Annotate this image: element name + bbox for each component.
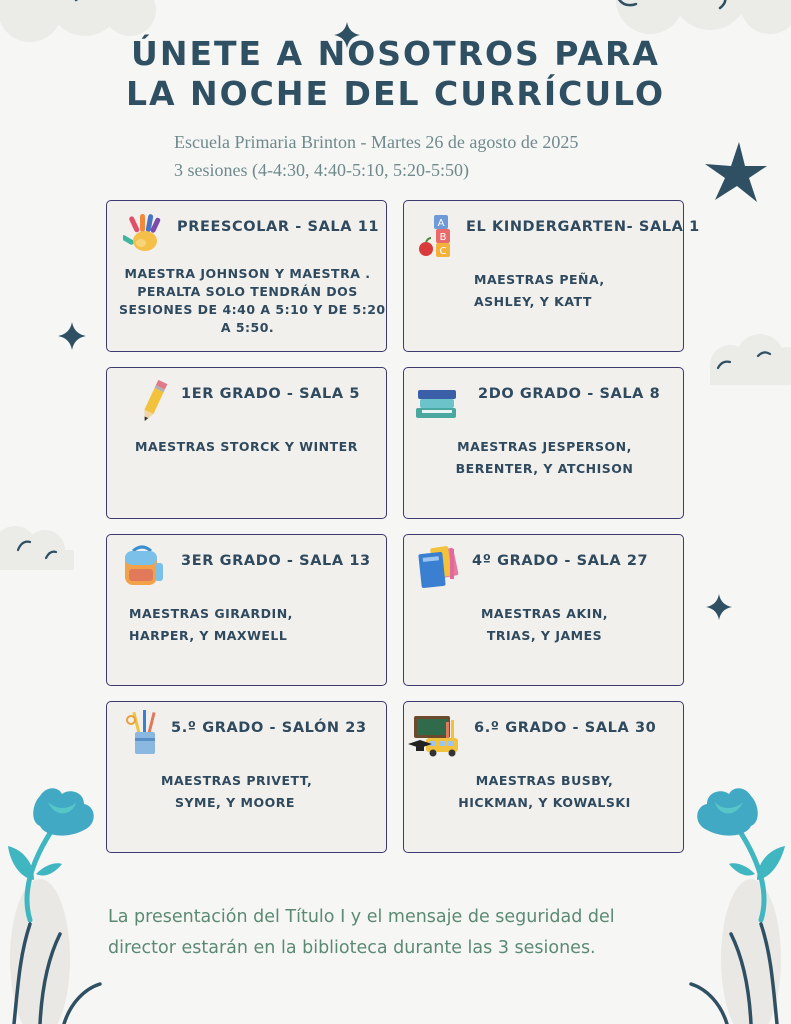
- cloud-icon: [0, 518, 80, 573]
- teacher-line: MAESTRAS PEÑA,: [474, 272, 605, 287]
- svg-text:A: A: [437, 218, 445, 229]
- card-heading: 3ER GRADO - SALA 13: [181, 553, 371, 569]
- card-heading: EL KINDERGARTEN- SALA 1: [466, 219, 700, 235]
- card-heading: 4º GRADO - SALA 27: [472, 553, 649, 569]
- teacher-line: MAESTRAS JESPERSON,: [457, 439, 632, 454]
- page-title: [0, 34, 791, 114]
- school-bus-icon: [408, 714, 464, 760]
- notebooks-icon: [416, 545, 462, 591]
- teacher-line: MAESTRAS GIRARDIN,: [129, 606, 293, 621]
- svg-text:B: B: [439, 232, 447, 243]
- cloud-icon: [700, 330, 791, 385]
- event-subtitle: [174, 128, 578, 184]
- teacher-line: TRIAS, Y JAMES: [486, 628, 603, 643]
- sparkle-icon: [58, 322, 86, 350]
- card-heading: 1ER GRADO - SALA 5: [181, 386, 361, 402]
- pencil-cup-icon: [125, 710, 171, 756]
- teacher-line: MAESTRAS AKIN,: [480, 606, 609, 621]
- teacher-line: SESIONES DE 4:40 A 5:10 Y DE 5:20: [119, 302, 386, 317]
- card-teachers: [119, 265, 386, 337]
- footer-note: [108, 902, 615, 964]
- card-teachers: [474, 269, 673, 313]
- teacher-line: HARPER, Y MAXWELL: [129, 628, 288, 643]
- teacher-line: PERALTA SOLO TENDRÁN DOS: [137, 284, 358, 299]
- teacher-line: HICKMAN, Y KOWALSKI: [458, 795, 631, 810]
- card-heading: PREESCOLAR - SALA 11: [177, 219, 380, 235]
- footer-line: director estarán en la biblioteca durante las 3 sesiones.: [108, 938, 596, 958]
- teacher-line: SYME, Y MOORE: [175, 795, 295, 810]
- card-teachers: [129, 603, 376, 647]
- card-4-grado: [403, 534, 684, 686]
- flower-icon: [0, 784, 110, 1024]
- card-kindergarten: [403, 200, 700, 352]
- teacher-line: MAESTRAS STORCK Y WINTER: [135, 439, 358, 454]
- sparkle-icon: [706, 594, 732, 620]
- title-line: ÚNETE A NOSOTROS PARA: [131, 34, 660, 73]
- teacher-line: MAESTRA JOHNSON Y MAESTRA .: [124, 266, 371, 281]
- pencil-icon: [131, 378, 177, 424]
- card-2do-grado: [403, 367, 684, 519]
- card-heading: 2DO GRADO - SALA 8: [478, 386, 661, 402]
- teacher-line: BERENTER, Y ATCHISON: [455, 461, 634, 476]
- classroom-grid: [106, 200, 700, 856]
- card-heading: 6.º GRADO - SALA 30: [474, 720, 657, 736]
- card-preescolar: [106, 200, 387, 352]
- card-heading: 5.º GRADO - SALÓN 23: [171, 720, 367, 736]
- card-teachers: [416, 436, 673, 480]
- title-line: LA NOCHE DEL CURRÍCULO: [125, 74, 666, 113]
- alphabet-blocks-icon: [416, 213, 462, 259]
- backpack-icon: [119, 543, 165, 589]
- footer-line: La presentación del Título I y el mensaje de seguridad del: [108, 907, 615, 927]
- books-stack-icon: [414, 382, 460, 428]
- session-times: 3 sesiones (4-4:30, 4:40-5:10, 5:20-5:50): [174, 160, 469, 180]
- svg-text:C: C: [439, 246, 447, 257]
- card-teachers: [416, 770, 673, 814]
- star-icon: [703, 140, 769, 206]
- card-teachers: [416, 603, 673, 647]
- flower-icon: [681, 784, 791, 1024]
- card-3er-grado: [106, 534, 387, 686]
- teacher-line: MAESTRAS PRIVETT,: [161, 773, 313, 788]
- card-5-grado: [106, 701, 387, 853]
- teacher-line: A 5:50.: [220, 320, 275, 335]
- card-teachers: [135, 436, 376, 458]
- card-teachers: [161, 770, 376, 814]
- card-6-grado: [403, 701, 684, 853]
- handprint-icon: [123, 213, 169, 259]
- card-1er-grado: [106, 367, 387, 519]
- event-details: Escuela Primaria Brinton - Martes 26 de agosto de 2025: [174, 132, 579, 152]
- teacher-line: ASHLEY, Y KATT: [474, 294, 592, 309]
- teacher-line: MAESTRAS BUSBY,: [475, 773, 614, 788]
